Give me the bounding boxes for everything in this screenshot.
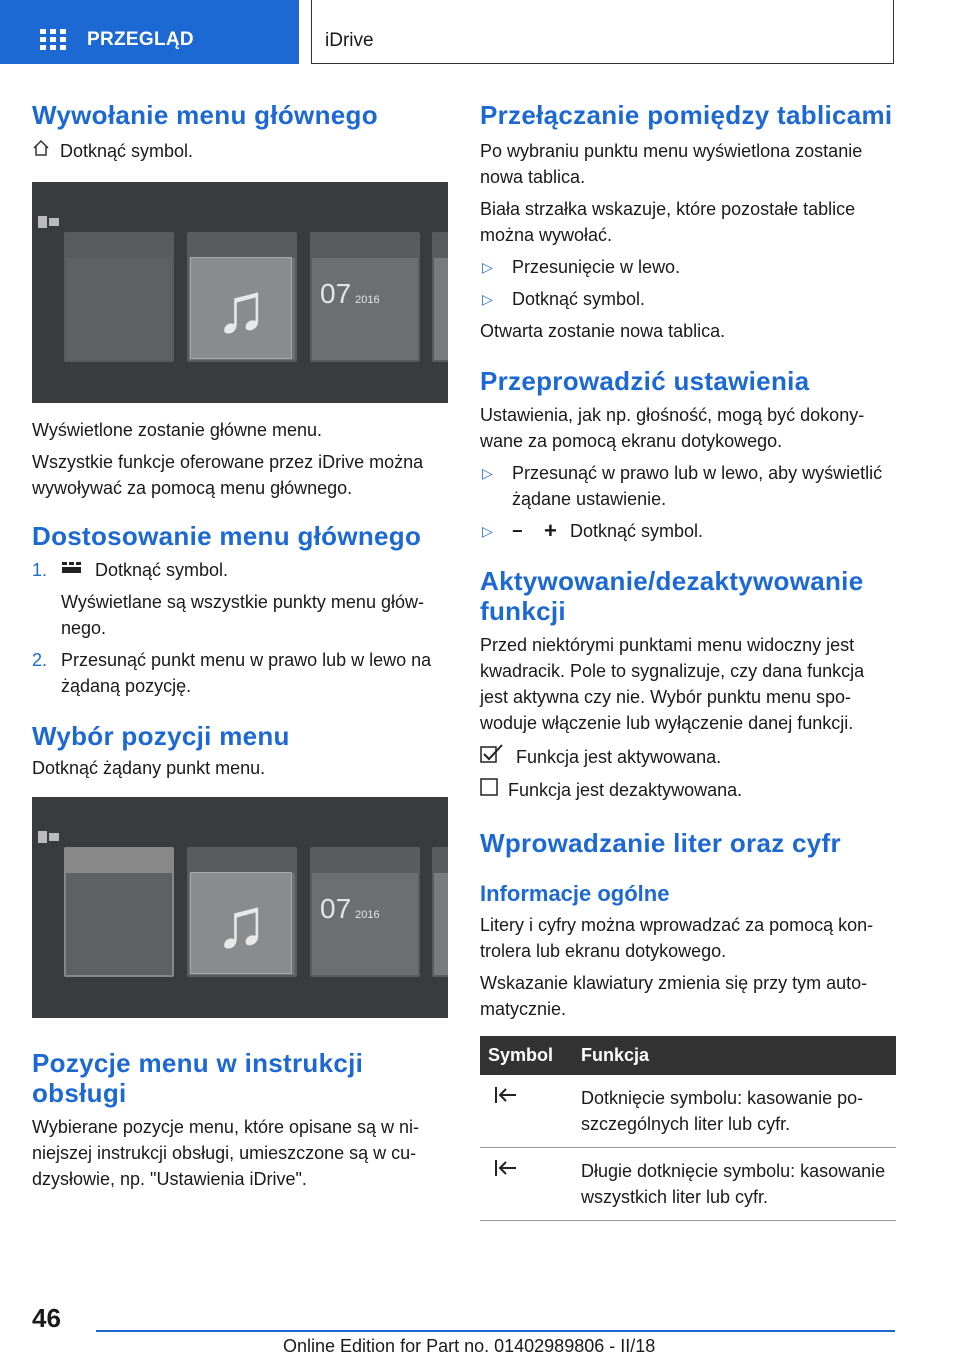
table-cell: Dotknięcie symbolu: kasowanie poszczególnych liter lub cyfr. xyxy=(573,1075,896,1148)
music-note-icon: ♫ xyxy=(190,257,292,359)
paragraph: Litery i cyfry można wprowadzać za pomocą kontrolera lub ekranu dotykowego. xyxy=(480,915,874,961)
step-text: Dotknąć symbol. xyxy=(95,560,229,580)
footer-divider xyxy=(96,1330,895,1332)
heading-manual-items: Pozycje menu w instrukcji obsługi xyxy=(32,1048,364,1108)
main-menu-screenshot xyxy=(32,182,448,403)
heading-letters-numbers: Wprowadzanie liter oraz cyfr xyxy=(480,828,841,858)
heading-main-menu: Wywołanie menu głównego xyxy=(32,100,378,130)
paragraph: Wybierane pozycje menu, które opisane są w niniejszej instrukcji obsługi, umieszczone są w cudzysłowie, np. "Ustawienia iDrive". xyxy=(32,1117,420,1189)
section-tab-label: PRZEGLĄD xyxy=(87,29,194,50)
table-row xyxy=(480,1148,896,1221)
grid-icon xyxy=(40,29,66,51)
paragraph: Otwarta zostanie nowa tablica. xyxy=(480,321,726,341)
step-text: Przesunąć punkt menu w prawo lub w lewo na żądaną pozycję. xyxy=(61,650,432,696)
step-number: 1. xyxy=(32,560,48,580)
header-frame xyxy=(311,0,894,64)
heading-select-item: Wybór pozycji menu xyxy=(32,721,290,751)
paragraph: Ustawienia, jak np. głośność, mogą być dokonywane za pomocą ekranu dotykowego. xyxy=(480,405,865,451)
bullet-triangle-icon: ▷ xyxy=(482,465,493,481)
paragraph: Po wybraniu punktu menu wyświetlona zostanie nowa tablica. xyxy=(480,141,863,187)
symbol-table xyxy=(480,1036,896,1221)
screen-date: 07 2016 xyxy=(320,893,380,924)
paragraph: Przed niektórymi punktami menu widoczny jest kwadracik. Pole to sygnalizuje, czy dana funkcja jest aktywna czy nie. Wybór punktu menu spowoduje włączenie lub wyłączenie danej funkcji. xyxy=(480,635,865,733)
bullet-text: Dotknąć symbol. xyxy=(512,289,646,309)
page-number: 46 xyxy=(32,1303,61,1333)
backspace-arrow-icon xyxy=(480,1075,573,1148)
bullet-text: Przesunięcie w lewo. xyxy=(512,257,681,277)
backspace-arrow-icon xyxy=(480,1148,573,1221)
car-status-icon xyxy=(38,214,60,230)
paragraph: Biała strzałka wskazuje, które pozostałe tablice można wywołać. xyxy=(480,199,856,245)
list-grid-icon xyxy=(61,557,95,583)
table-cell: Długie dotknięcie symbolu: kasowanie wszystkich liter lub cyfr. xyxy=(573,1148,896,1221)
bullet-text: Przesunąć w prawo lub w lewo, aby wyświetlić żądane ustawienie. xyxy=(512,463,883,509)
status-text: Funkcja jest aktywowana. xyxy=(516,747,722,767)
menu-item-screenshot xyxy=(32,797,448,1018)
checkbox-empty-icon xyxy=(480,777,508,804)
table-row xyxy=(480,1075,896,1148)
bullet-triangle-icon: ▷ xyxy=(482,259,493,275)
car-status-icon xyxy=(38,829,60,845)
minus-icon: − xyxy=(512,521,523,541)
checkbox-checked-icon xyxy=(480,744,516,771)
paragraph: Wskazanie klawiatury zmienia się przy tym automatycznie. xyxy=(480,973,868,1019)
bullet-triangle-icon: ▷ xyxy=(482,523,493,539)
table-header: Symbol xyxy=(480,1036,573,1075)
heading-activate-functions: Aktywowanie/dezaktywowanie funkcji xyxy=(480,566,864,626)
table-header: Funkcja xyxy=(573,1036,896,1075)
step-text: Dotknąć symbol. xyxy=(60,141,194,161)
heading-customize-menu: Dostosowanie menu głównego xyxy=(32,521,422,551)
edition-text: Online Edition for Part no. 01402989806 - II/18 xyxy=(283,1336,656,1356)
paragraph: Wszystkie funkcje oferowane przez iDrive można wywoływać za pomocą menu głównego. xyxy=(32,452,424,498)
plus-icon: + xyxy=(544,518,557,543)
paragraph: Dotknąć żądany punkt menu. xyxy=(32,758,266,778)
paragraph: Wyświetlone zostanie główne menu. xyxy=(32,420,322,440)
step-subtext: Wyświetlane są wszystkie punkty menu głównego. xyxy=(61,592,424,638)
home-icon xyxy=(32,138,60,164)
chapter-title: iDrive xyxy=(325,30,374,51)
subheading-general: Informacje ogólne xyxy=(480,881,670,906)
step-number: 2. xyxy=(32,650,48,670)
music-note-icon: ♫ xyxy=(190,872,292,974)
section-tab[interactable] xyxy=(0,0,299,64)
screen-date: 07 2016 xyxy=(320,278,380,309)
bullet-text: Dotknąć symbol. xyxy=(570,521,704,541)
bullet-triangle-icon: ▷ xyxy=(482,291,493,307)
status-text: Funkcja jest dezaktywowana. xyxy=(508,780,743,800)
heading-switch-panels: Przełączanie pomiędzy tablicami xyxy=(480,100,893,130)
left-column xyxy=(32,100,448,1192)
heading-settings: Przeprowadzić ustawienia xyxy=(480,366,810,396)
right-column xyxy=(480,100,896,1221)
